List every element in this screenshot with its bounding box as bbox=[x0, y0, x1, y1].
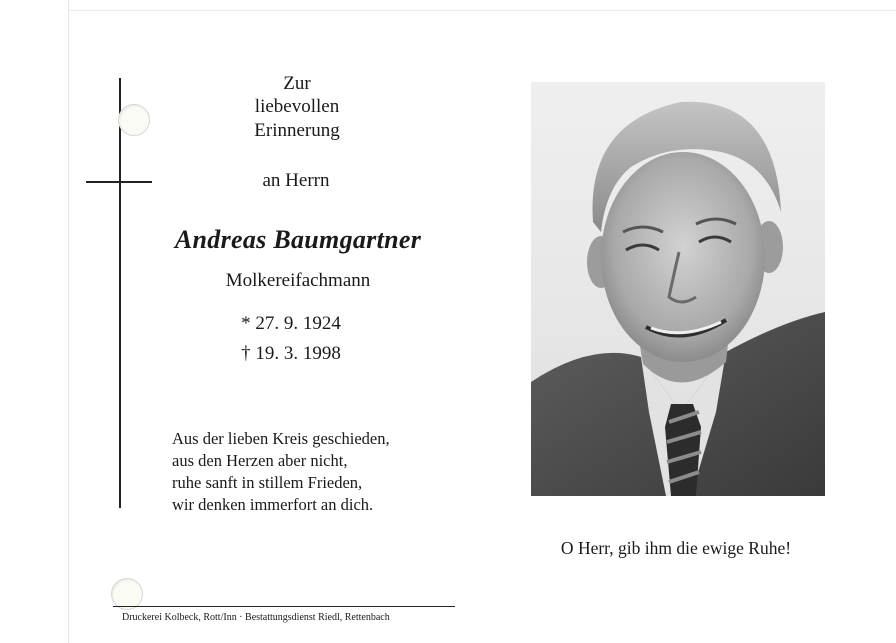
poem-line-1: Aus der lieben Kreis geschieden, bbox=[172, 429, 390, 448]
prayer-line: O Herr, gib ihm die ewige Ruhe! bbox=[560, 538, 792, 558]
poem-line-3: ruhe sanft in stillem Frieden, bbox=[172, 473, 363, 492]
paper-edge-left bbox=[68, 0, 69, 643]
punch-hole-top bbox=[118, 104, 150, 136]
portrait-photo bbox=[531, 82, 825, 496]
deceased-name: Andreas Baumgartner bbox=[174, 225, 422, 254]
intro-line-1: Zur bbox=[283, 73, 311, 94]
printer-credit: Druckerei Kolbeck, Rott/Inn · Bestattungsdienst Riedl, Rettenbach bbox=[122, 612, 390, 623]
cross-vertical-bar bbox=[119, 78, 121, 508]
portrait-illustration bbox=[531, 82, 825, 496]
footer-divider bbox=[113, 606, 455, 607]
death-date: † 19. 3. 1998 bbox=[241, 343, 341, 364]
profession: Molkereifachmann bbox=[225, 270, 371, 291]
paper-edge-top bbox=[68, 10, 896, 11]
intro-line-3: Erinnerung bbox=[254, 120, 340, 141]
poem-line-4: wir denken immerfort an dich. bbox=[172, 495, 374, 514]
addressee: an Herrn bbox=[262, 170, 330, 191]
intro-line-2: liebevollen bbox=[254, 96, 340, 117]
poem-line-2: aus den Herzen aber nicht, bbox=[172, 451, 348, 470]
cross-horizontal-bar bbox=[86, 181, 152, 183]
birth-date: * 27. 9. 1924 bbox=[241, 313, 341, 334]
memorial-poem bbox=[172, 428, 390, 516]
